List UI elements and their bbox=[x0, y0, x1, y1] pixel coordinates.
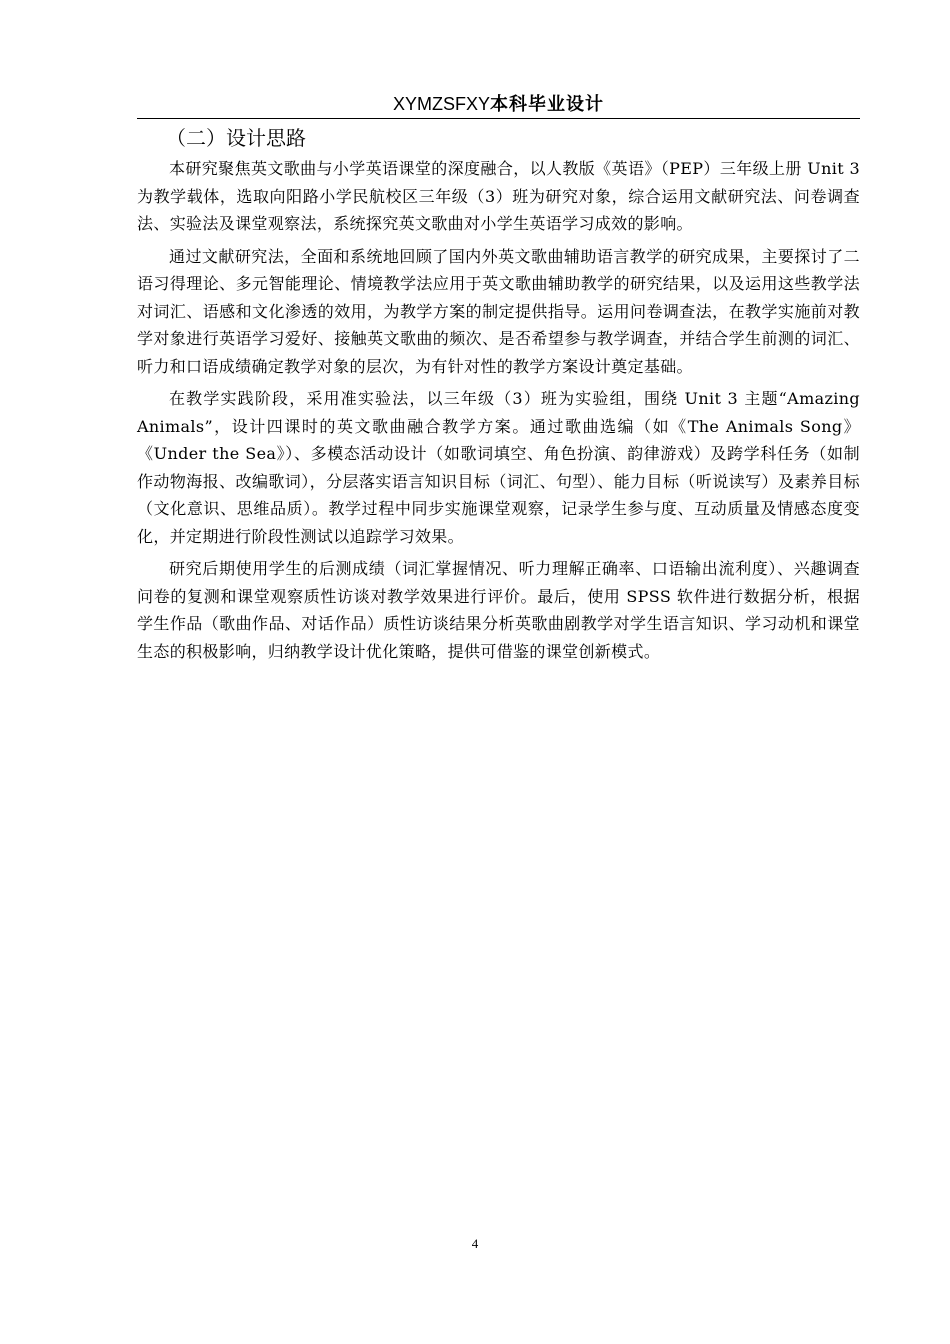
paragraph-2: 通过文献研究法，全面和系统地回顾了国内外英文歌曲辅助语言教学的研究成果，主要探讨了二语习得理论、多元智能理论、情境教学法应用于英文歌曲辅助教学的研究结果，以及运用这些教学法对词汇、语感和文化渗透的效用，为教学方案的制定提供指导。运用问卷调查法，在教学实施前对教学对象进行英语学习爱好、接触英文歌曲的频次、是否希望参与教学调查，并结合学生前测的词汇、听力和口语成绩确定教学对象的层次，为有针对性的教学方案设计奠定基础。 bbox=[137, 246, 860, 376]
section-title: （二）设计思路 bbox=[166, 126, 306, 150]
header-chinese-text: 本科毕业设计 bbox=[490, 94, 604, 115]
paragraph-4: 研究后期使用学生的后测成绩（词汇掌握情况、听力理解正确率、口语输出流利度）、兴趣调查问卷的复测和课堂观察质性访谈对教学效果进行评价。最后，使用 SPSS 软件进行数据分析，根据学生作品（歌曲作品、对话作品）质性访谈结果分析英歌曲剧教学对学生语言知识、学习动机和课堂生态的积极影响，归纳教学设计优化策略，提供可借鉴的课堂创新模式。 bbox=[137, 559, 860, 661]
body-text bbox=[137, 155, 860, 670]
page-header bbox=[137, 92, 860, 119]
paragraph-3: 在教学实践阶段，采用准实验法，以三年级（3）班为实验组，围绕 Unit 3 主题“Amazing Animals”，设计四课时的英文歌曲融合教学方案。通过歌曲选编（如《The Animals Song》《Under the Sea》）、多模态活动设计（如歌词填空、角色扮演、韵律游戏）及跨学科任务（如制作动物海报、改编歌词），分层落实语言知识目标（词汇、句型）、能力目标（听说读写）及素养目标（文化意识、思维品质）。教学过程中同步实施课堂观察，记录学生参与度、互动质量及情感态度变化，并定期进行阶段性测试以追踪学习效果。 bbox=[137, 389, 860, 546]
header-latin-text: XYMZSFXY bbox=[392, 94, 490, 114]
page-number: 4 bbox=[471, 1236, 479, 1251]
paragraph-1: 本研究聚焦英文歌曲与小学英语课堂的深度融合，以人教版《英语》（PEP）三年级上册 Unit 3 为教学载体，选取向阳路小学民航校区三年级（3）班为研究对象，综合运用文献研究法、问卷调查法、实验法及课堂观察法，系统探究英文歌曲对小学生英语学习成效的影响。 bbox=[137, 159, 860, 233]
